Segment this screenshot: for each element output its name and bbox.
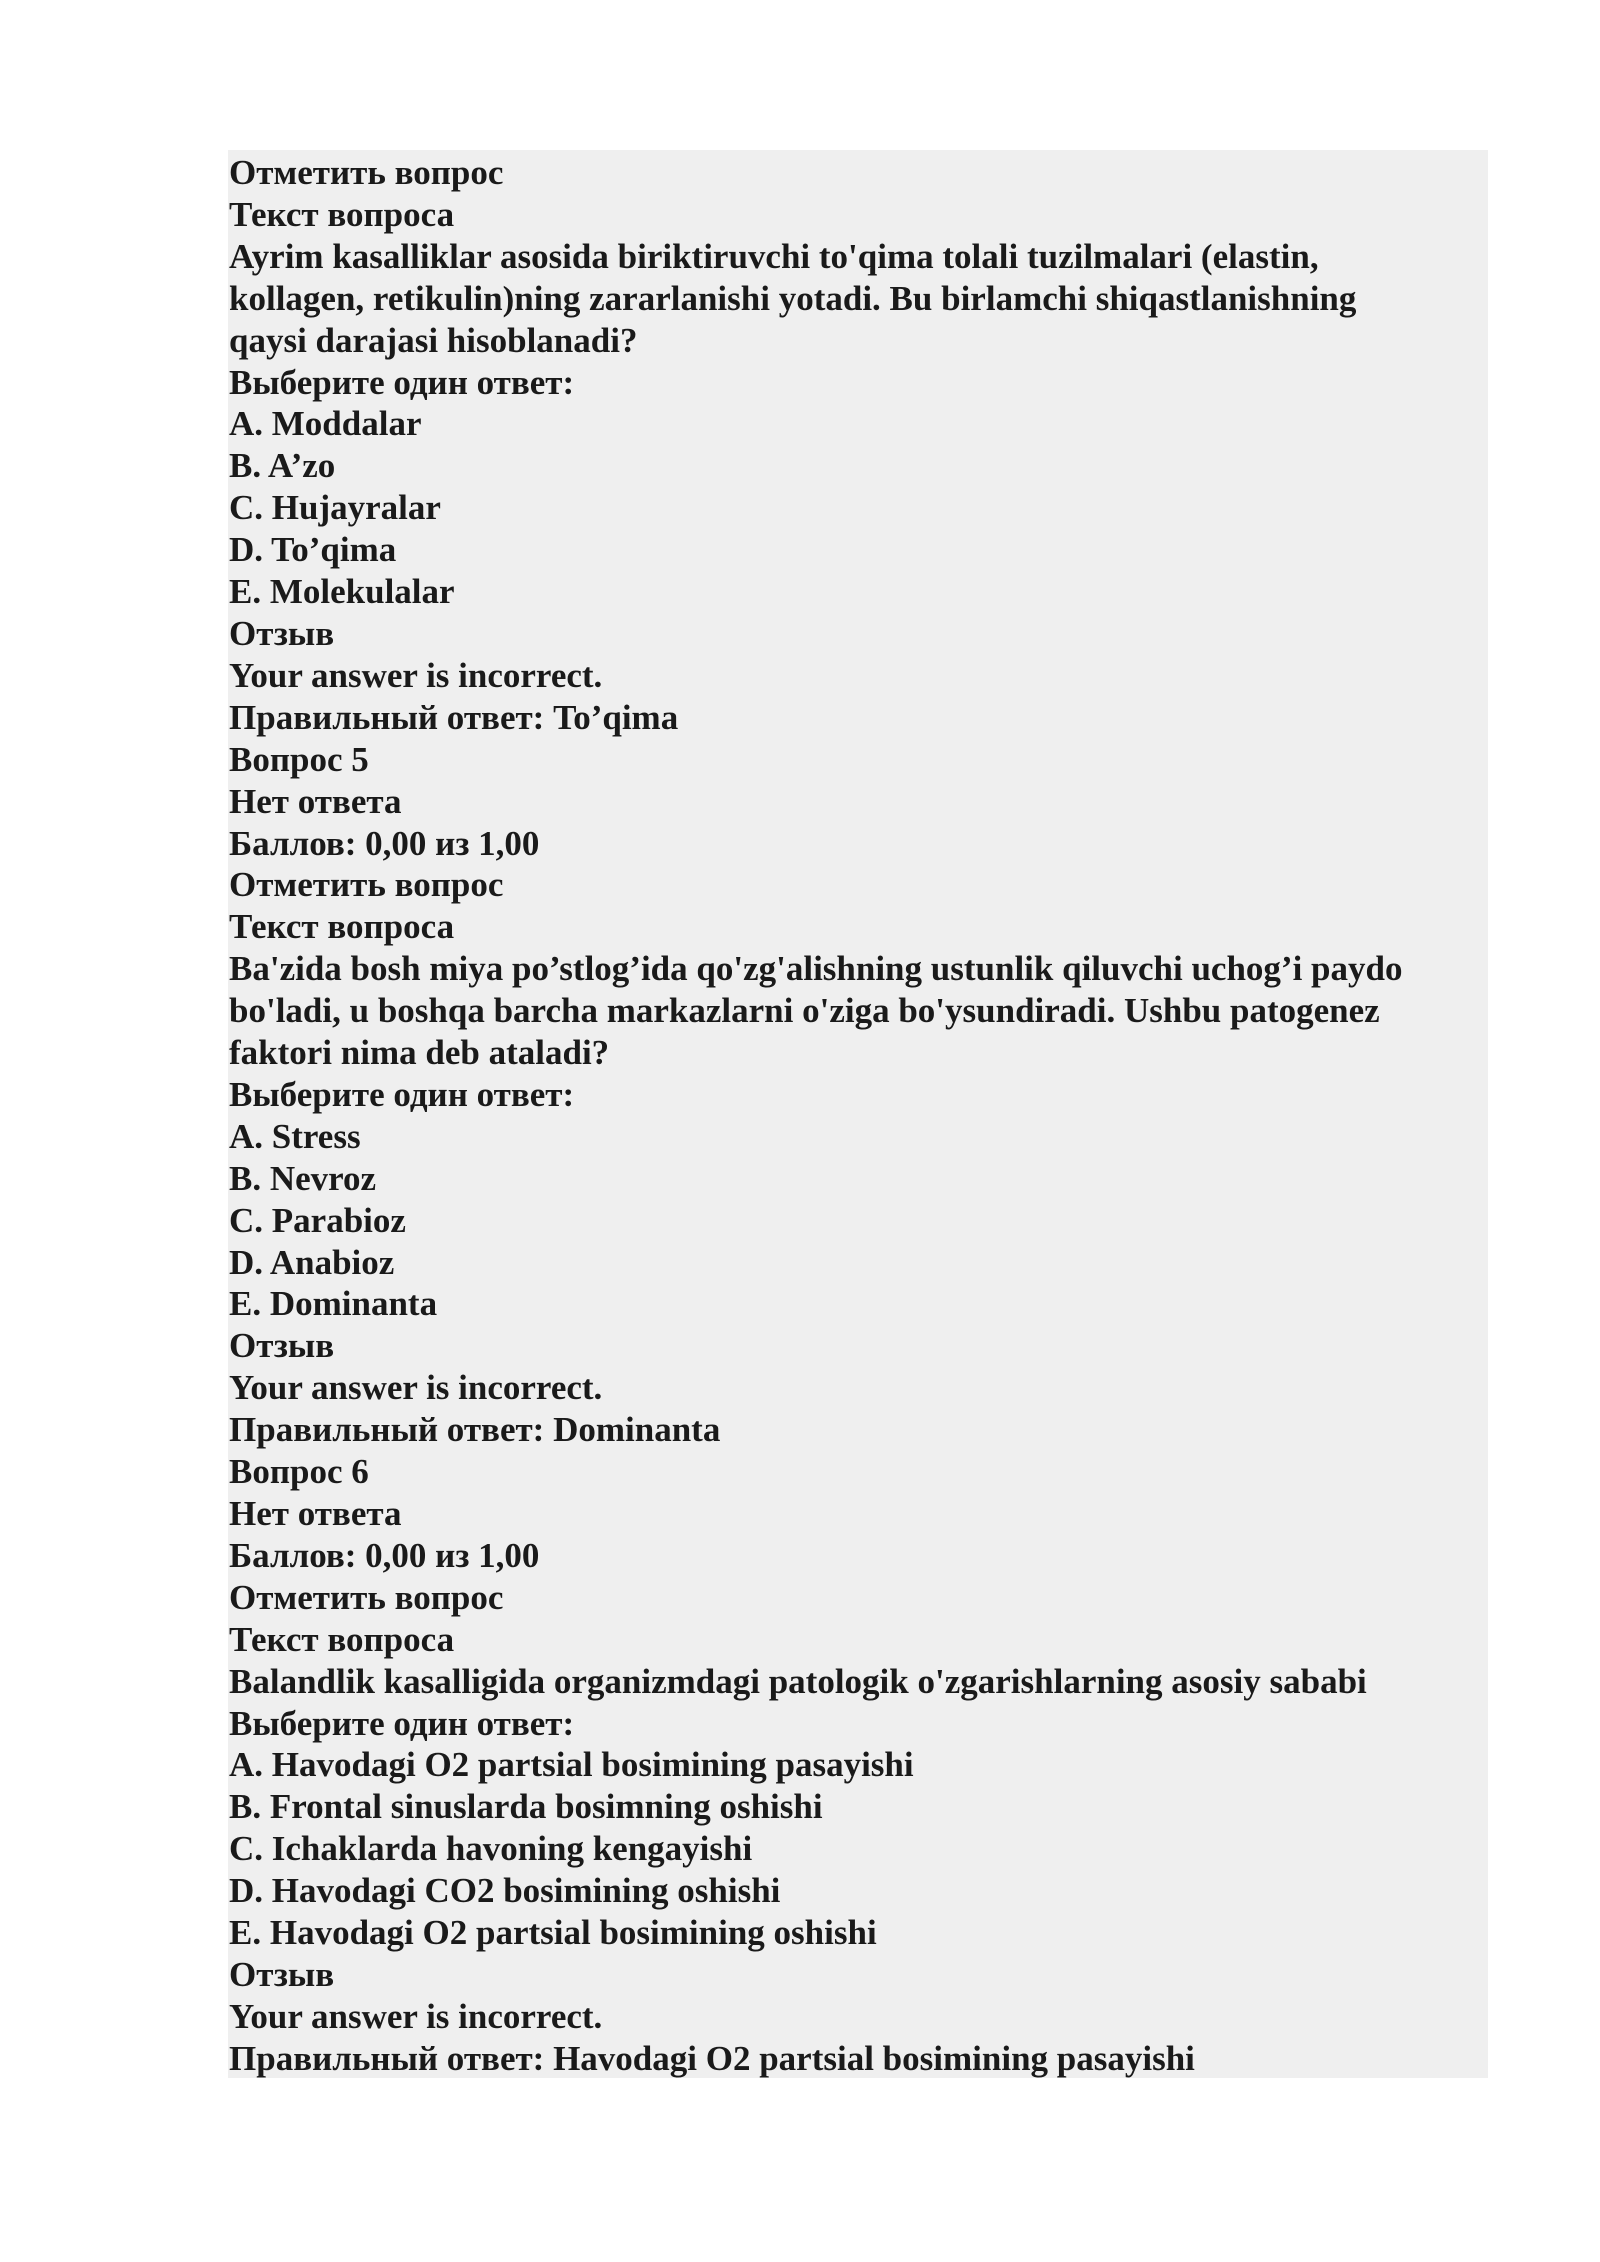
feedback-heading: Отзыв [229, 1954, 335, 1994]
feedback-text: Your answer is incorrect. [229, 1996, 603, 2036]
question-score: Баллов: 0,00 из 1,00 [229, 1535, 540, 1575]
answer-status: Нет ответа [229, 1494, 402, 1533]
feedback-heading: Отзыв [229, 1326, 335, 1366]
question-text-line: Ayrim kasalliklar asosida biriktiruvchi to'qima tolali tuzilmalari (elastin, [229, 236, 1319, 276]
answer-status: Нет ответа [229, 781, 402, 821]
answer-option: A. Stress [229, 1116, 361, 1156]
choose-one-label: Выберите один ответ: [229, 1074, 575, 1114]
question-number: Вопрос 6 [229, 1452, 369, 1492]
answer-option: C. Ichaklarda havoning kengayishi [229, 1829, 753, 1869]
feedback-text: Your answer is incorrect. [229, 1368, 603, 1408]
answer-option: A. Moddalar [229, 404, 422, 444]
question-text-line: Ba'zida bosh miya po’stlog’ida qo'zg'alishning ustunlik qiluvchi uchog’i paydo [229, 949, 1403, 989]
quiz-text-block [229, 152, 1479, 2080]
answer-option: C. Hujayralar [229, 488, 441, 528]
question-text-line: qaysi darajasi hisoblanadi? [229, 320, 638, 360]
answer-option: D. Anabioz [229, 1242, 395, 1282]
answer-option: E. Havodagi O2 partsial bosimining oshishi [229, 1913, 877, 1953]
answer-option: E. Dominanta [229, 1284, 438, 1324]
correct-answer: Правильный ответ: Havodagi O2 partsial bosimining pasayishi [229, 2038, 1195, 2078]
question-text-line: kollagen, retikulin)ning zararlanishi yotadi. Bu birlamchi shiqastlanishning [229, 278, 1357, 318]
feedback-heading: Отзыв [229, 613, 335, 653]
question-score: Баллов: 0,00 из 1,00 [229, 823, 540, 863]
question-text-line: bo'ladi, u boshqa barcha markazlarni o'ziga bo'ysundiradi. Ushbu patogenez [229, 991, 1380, 1031]
question-text-heading: Текст вопроса [229, 907, 455, 947]
question-number: Вопрос 5 [229, 739, 369, 779]
correct-answer: Правильный ответ: Dominanta [229, 1410, 721, 1450]
question-text-line: faktori nima deb ataladi? [229, 1033, 610, 1073]
answer-option: E. Molekulalar [229, 572, 455, 612]
flag-question-label: Отметить вопрос [229, 153, 504, 192]
feedback-text: Your answer is incorrect. [229, 655, 603, 695]
answer-option: D. To’qima [229, 530, 397, 570]
answer-option: B. Frontal sinuslarda bosimning oshishi [229, 1787, 823, 1827]
question-text-heading: Текст вопроса [229, 1619, 455, 1659]
flag-question-label: Отметить вопрос [229, 865, 504, 905]
choose-one-label: Выберите один ответ: [229, 1703, 575, 1743]
answer-option: A. Havodagi O2 partsial bosimining pasayishi [229, 1745, 914, 1785]
question-text-heading: Текст вопроса [229, 194, 455, 234]
choose-one-label: Выберите один ответ: [229, 362, 575, 402]
answer-option: D. Havodagi CO2 bosimining oshishi [229, 1871, 781, 1911]
answer-option: B. Nevroz [229, 1158, 377, 1198]
answer-option: C. Parabioz [229, 1200, 406, 1240]
flag-question-label: Отметить вопрос [229, 1577, 504, 1617]
question-text-line: Balandlik kasalligida organizmdagi patologik o'zgarishlarning asosiy sababi [229, 1661, 1367, 1701]
answer-option: B. A’zo [229, 446, 336, 486]
correct-answer: Правильный ответ: To’qima [229, 697, 679, 737]
